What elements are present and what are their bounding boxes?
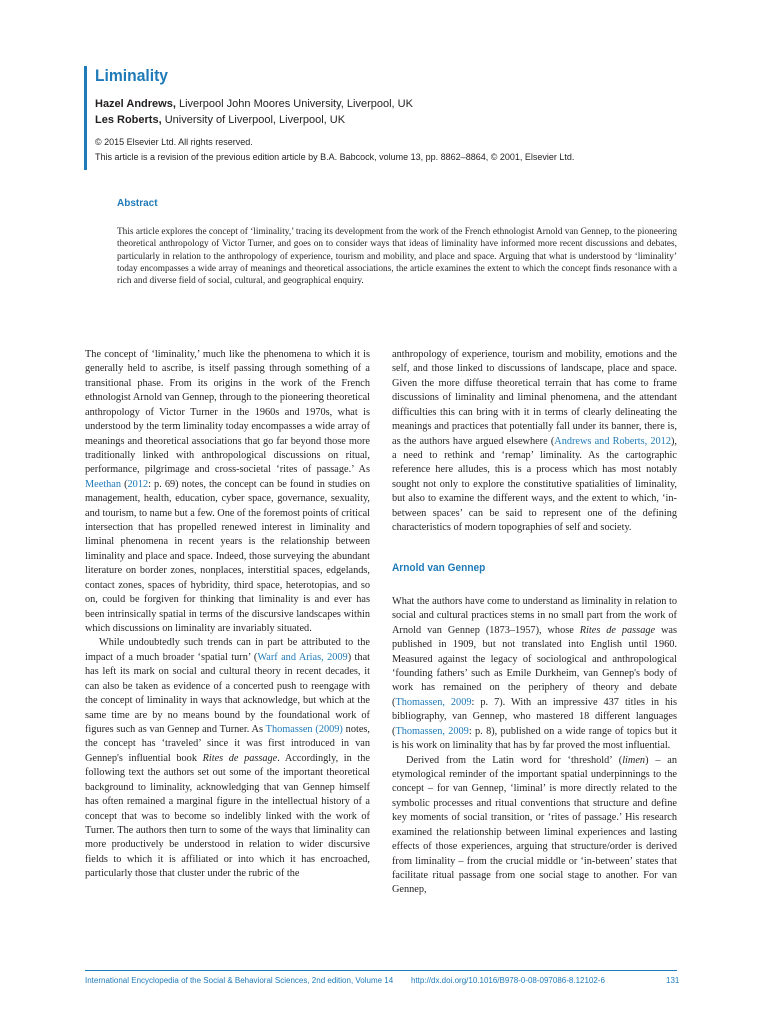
body-paragraph bbox=[85, 636, 370, 881]
footer-divider bbox=[85, 970, 677, 971]
citation-link[interactable]: Meethan bbox=[85, 478, 122, 490]
paragraph-text: While undoubtedly such trends can in part be attributed to the impact of a much broader ‘spatial turn’ ( bbox=[85, 637, 370, 663]
header-accent-bar bbox=[84, 66, 87, 170]
latin-term: limen bbox=[622, 754, 646, 766]
author-name: Hazel Andrews, bbox=[95, 98, 176, 110]
paragraph-text: . Accordingly, in the following text the authors set out some of the important theoretical background to liminality, acknowledging that van Gennep himself has often remained a marginal figure in the intellectual history of a concept that was to become so indelibly linked with the work of Turner. The authors then turn to some of the ways that liminality can more productively be understood in relation to wider discursive fields to which it is affiliated or into which it has encroached, particularly those that cluster under the rubric of the bbox=[85, 752, 370, 880]
body-paragraph bbox=[85, 348, 370, 636]
footer-source: International Encyclopedia of the Social & Behavioral Sciences, 2nd edition, Volume 14 bbox=[85, 976, 394, 985]
body-paragraph bbox=[392, 595, 677, 754]
page-number: 131 bbox=[666, 976, 680, 985]
paragraph-text: ), a need to rethink and ‘remap’ liminality. As the cartographic reference here alludes, this is a process which has most notably sought not only to explore the constitutive spatialities of liminality, but also to examine the different ways, and the extent to which, ‘in-between spaces’ can be said to represent one of the defining characteristics of modern topographies of self and society. bbox=[392, 435, 677, 534]
book-title: Rites de passage bbox=[579, 624, 656, 636]
citation-link[interactable]: Thomassen, 2009 bbox=[395, 696, 472, 708]
author-name: Les Roberts, bbox=[95, 113, 162, 126]
citation-link[interactable]: Andrews and Roberts, 2012 bbox=[554, 435, 671, 447]
section-heading: Arnold van Gennep bbox=[392, 562, 486, 575]
author-entry bbox=[95, 97, 413, 113]
author-entry bbox=[95, 113, 413, 129]
article-title: Liminality bbox=[95, 66, 169, 85]
paragraph-text: What the authors have come to understand as liminality in relation to social and cultural practices stems in no small part from the work of Arnold van Gennep (1873–1957), whose bbox=[392, 595, 677, 636]
abstract-heading: Abstract bbox=[117, 198, 158, 209]
paragraph-text: : p. 7). With an impressive 437 titles in his bibliography, van Gennep, who mastered 18 different languages ( bbox=[392, 696, 677, 737]
book-title: Rites de passage bbox=[202, 752, 278, 764]
revision-note: This article is a revision of the previous edition article by B.A. Babcock, volume 13, pp. 8862–8864, © 2001, Elsevier Ltd. bbox=[95, 151, 575, 162]
paragraph-text: ) – an etymological reminder of the important spatial underpinnings to the concept – for van Gennep, ‘liminal’ is more directly related to the symbolic processes and ritual conventions that structure and define key moments of social transition, or ‘rites of passage.’ His research examined the relationship between liminal experiences and lasting effects of those experiences, arguing that structure/order is derived from liminality – from the crucial middle or ‘in-between’ states that facilitate ritual passage from one social stage to another. For van Gennep, bbox=[392, 754, 677, 896]
paragraph-text: Derived from the Latin word for ‘threshold’ ( bbox=[406, 754, 623, 766]
doi-link[interactable]: http://dx.doi.org/10.1016/B978-0-08-097086-8.12102-6 bbox=[411, 976, 605, 985]
paragraph-text: ) that has left its mark on social and cultural theory in recent decades, it can also be taken as evidence of a concerted push to reengage with the concept of liminality in ways that acknowledge, but which at the same time are by no means bound by the foundational work of figures such as van Gennep and Turner. As bbox=[85, 651, 371, 735]
citation-link[interactable]: Thomassen, 2009 bbox=[395, 725, 469, 737]
copyright-block bbox=[95, 135, 574, 164]
author-affiliation: Liverpool John Moores University, Liverpool, UK bbox=[175, 98, 413, 110]
abstract-text: This article explores the concept of ‘liminality,’ tracing its development from the work of the French ethnologist Arnold van Gennep, to the pioneering theoretical anthropology of Victor Turner, and goes on to consider ways that ideas of liminality have informed more recent discussions and debates, particularly in relation to the anthropology of experience, tourism and mobility, and place and space. Arguing that what is understood by ‘liminality’ today encompasses a wide array of meanings and theoretical associations, the article examines the extent to which the concept finds resonance with a rich and diverse field of social, cultural, and geographical enquiry. bbox=[117, 227, 677, 287]
paragraph-text: : p. 8), published on a wide range of topics but it is his work on liminality that has by far proved the most influential. bbox=[392, 725, 677, 752]
paragraph-text: was published in 1909, but not translated into English until 1960. Measured against the legacy of sociological and anthropological ‘founding fathers’ such as Emile Durkheim, van Gennep's body of work has remained on the periphery of theory and debate ( bbox=[392, 624, 677, 708]
copyright-line: © 2015 Elsevier Ltd. All rights reserved. bbox=[95, 137, 253, 147]
citation-link[interactable]: Thomassen (2009) bbox=[265, 723, 343, 735]
paragraph-text: notes, the concept has ‘traveled’ since it was first introduced in van Gennep's influential book bbox=[85, 723, 370, 764]
author-list bbox=[95, 97, 413, 128]
body-paragraph bbox=[392, 754, 677, 898]
paragraph-text: The concept of ‘liminality,’ much like the phenomena to which it is generally held to ascribe, is itself passing through something of a transitional phase. From its origins in the work of the French ethnologist Arnold van Gennep, through to the pioneering theoretical anthropology of Victor Turner in the 1960s and 1970s, what is understood by the term liminality today encompasses a wide array of meanings and theoretical associations that go far beyond those more traditionally linked with anthropological discussions on ritual, performance, pilgrimage and cross-societal ‘rites of passage.’ As bbox=[85, 349, 370, 476]
citation-link[interactable]: 2012 bbox=[127, 478, 149, 490]
body-paragraph bbox=[392, 348, 677, 535]
paragraph-text: : p. 69) notes, the concept can be found in studies on management, health, education, cyber space, governance, sexuality, and tourism, to name but a few. One of the foremost points of critical intersection that has propelled renewed interest in liminality and liminal phenomena in recent years is the relationship between liminality and place and space. Indeed, those surveying the abundant literature on border zones, nonplaces, interstitial spaces, edgelands, contact zones, spaces of hybridity, third space, heterotopias, and so on, could be forgiven for thinking that liminality is and ever has been intrinsically spatial in terms of the discursive landscapes within which discussions on liminality are invariably situated. bbox=[85, 478, 370, 635]
right-column bbox=[392, 348, 677, 898]
paragraph-text: anthropology of experience, tourism and mobility, emotions and the self, and those linked to discussions of landscape, place and space. Given the more diffuse theoretical terrain that has come to frame discussions of liminality and liminal phenomena, and the attendant difficulties this can bring with it in terms of clearly delineating the meanings and practices that potentially fall under its banner, there is, as the authors have argued elsewhere ( bbox=[392, 349, 677, 447]
paragraph-text: ( bbox=[121, 478, 128, 490]
author-affiliation: University of Liverpool, Liverpool, UK bbox=[161, 113, 346, 126]
left-column bbox=[85, 348, 370, 882]
citation-link[interactable]: Warf and Arias, 2009 bbox=[257, 651, 348, 663]
